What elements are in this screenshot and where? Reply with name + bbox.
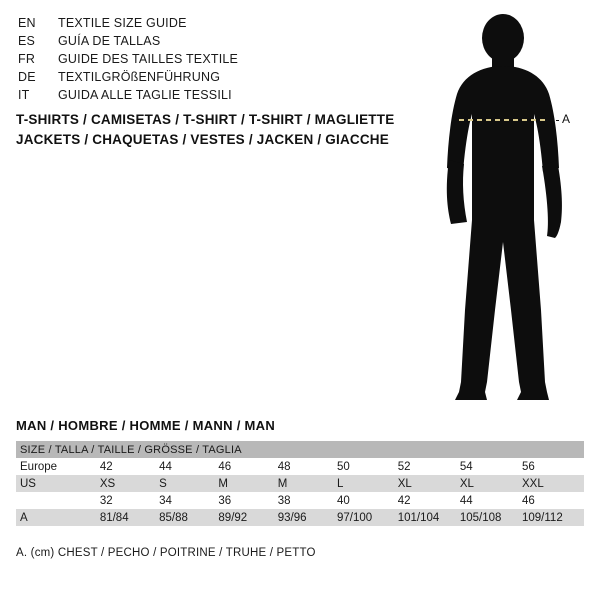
- table-cell: 105/108: [460, 509, 522, 526]
- category-jackets: JACKETS / CHAQUETAS / VESTES / JACKEN / GIACCHE: [16, 132, 389, 147]
- category-headings: [16, 110, 416, 150]
- measure-label-a: A: [562, 112, 571, 126]
- row-label: [16, 492, 100, 509]
- table-cell: XL: [460, 475, 522, 492]
- language-list: [18, 14, 398, 104]
- table-cell: 46: [218, 458, 277, 475]
- table-row: [16, 492, 584, 509]
- language-title: GUIDA ALLE TAGLIE TESSILI: [58, 88, 232, 102]
- table-cell: S: [159, 475, 218, 492]
- table-cell: 38: [278, 492, 337, 509]
- language-code: IT: [18, 88, 30, 102]
- row-label: A: [16, 509, 100, 526]
- language-row: [18, 50, 398, 68]
- table-header-row: [16, 441, 584, 458]
- table-cell: 109/112: [522, 509, 584, 526]
- language-row: [18, 14, 398, 32]
- language-code: FR: [18, 52, 36, 66]
- table-cell: XL: [398, 475, 460, 492]
- table-cell: 42: [398, 492, 460, 509]
- table-cell: XS: [100, 475, 159, 492]
- table-cell: 89/92: [218, 509, 277, 526]
- size-table: [16, 441, 584, 526]
- table-row: [16, 475, 584, 492]
- table-cell: 42: [100, 458, 159, 475]
- table-cell: XXL: [522, 475, 584, 492]
- table-cell: 34: [159, 492, 218, 509]
- footnote: A. (cm) CHEST / PECHO / POITRINE / TRUHE / PETTO: [16, 547, 316, 559]
- table-cell: 44: [159, 458, 218, 475]
- table-cell: 97/100: [337, 509, 398, 526]
- table-row: [16, 509, 584, 526]
- table-cell: 46: [522, 492, 584, 509]
- table-cell: 52: [398, 458, 460, 475]
- table-cell: 85/88: [159, 509, 218, 526]
- table-cell: 50: [337, 458, 398, 475]
- table-cell: 54: [460, 458, 522, 475]
- language-title: TEXTILGRÖßENFÜHRUNG: [58, 70, 221, 84]
- silhouette-icon: [415, 10, 600, 410]
- table-cell: M: [218, 475, 277, 492]
- language-code: DE: [18, 70, 36, 84]
- table-cell: 48: [278, 458, 337, 475]
- gender-heading: MAN / HOMBRE / HOMME / MANN / MAN: [16, 418, 276, 433]
- language-title: TEXTILE SIZE GUIDE: [58, 16, 187, 30]
- table-header-label: SIZE / TALLA / TAILLE / GRÖSSE / TAGLIA: [16, 441, 584, 458]
- table-cell: 101/104: [398, 509, 460, 526]
- table-cell: 32: [100, 492, 159, 509]
- measure-leader-line: [545, 120, 559, 121]
- table-cell: 44: [460, 492, 522, 509]
- table-cell: 81/84: [100, 509, 159, 526]
- table-cell: 36: [218, 492, 277, 509]
- table-cell: 93/96: [278, 509, 337, 526]
- table-cell: 40: [337, 492, 398, 509]
- row-label: Europe: [16, 458, 100, 475]
- language-title: GUÍA DE TALLAS: [58, 34, 161, 48]
- language-title: GUIDE DES TAILLES TEXTILE: [58, 52, 239, 66]
- table-cell: M: [278, 475, 337, 492]
- row-label: US: [16, 475, 100, 492]
- male-silhouette-figure: [415, 10, 600, 410]
- language-code: EN: [18, 16, 36, 30]
- table-cell: L: [337, 475, 398, 492]
- category-tshirts: T-SHIRTS / CAMISETAS / T-SHIRT / T-SHIRT / MAGLIETTE: [16, 112, 395, 127]
- language-row: [18, 68, 398, 86]
- language-row: [18, 86, 398, 104]
- language-row: [18, 32, 398, 50]
- table-cell: 56: [522, 458, 584, 475]
- table-row: [16, 458, 584, 475]
- language-code: ES: [18, 34, 36, 48]
